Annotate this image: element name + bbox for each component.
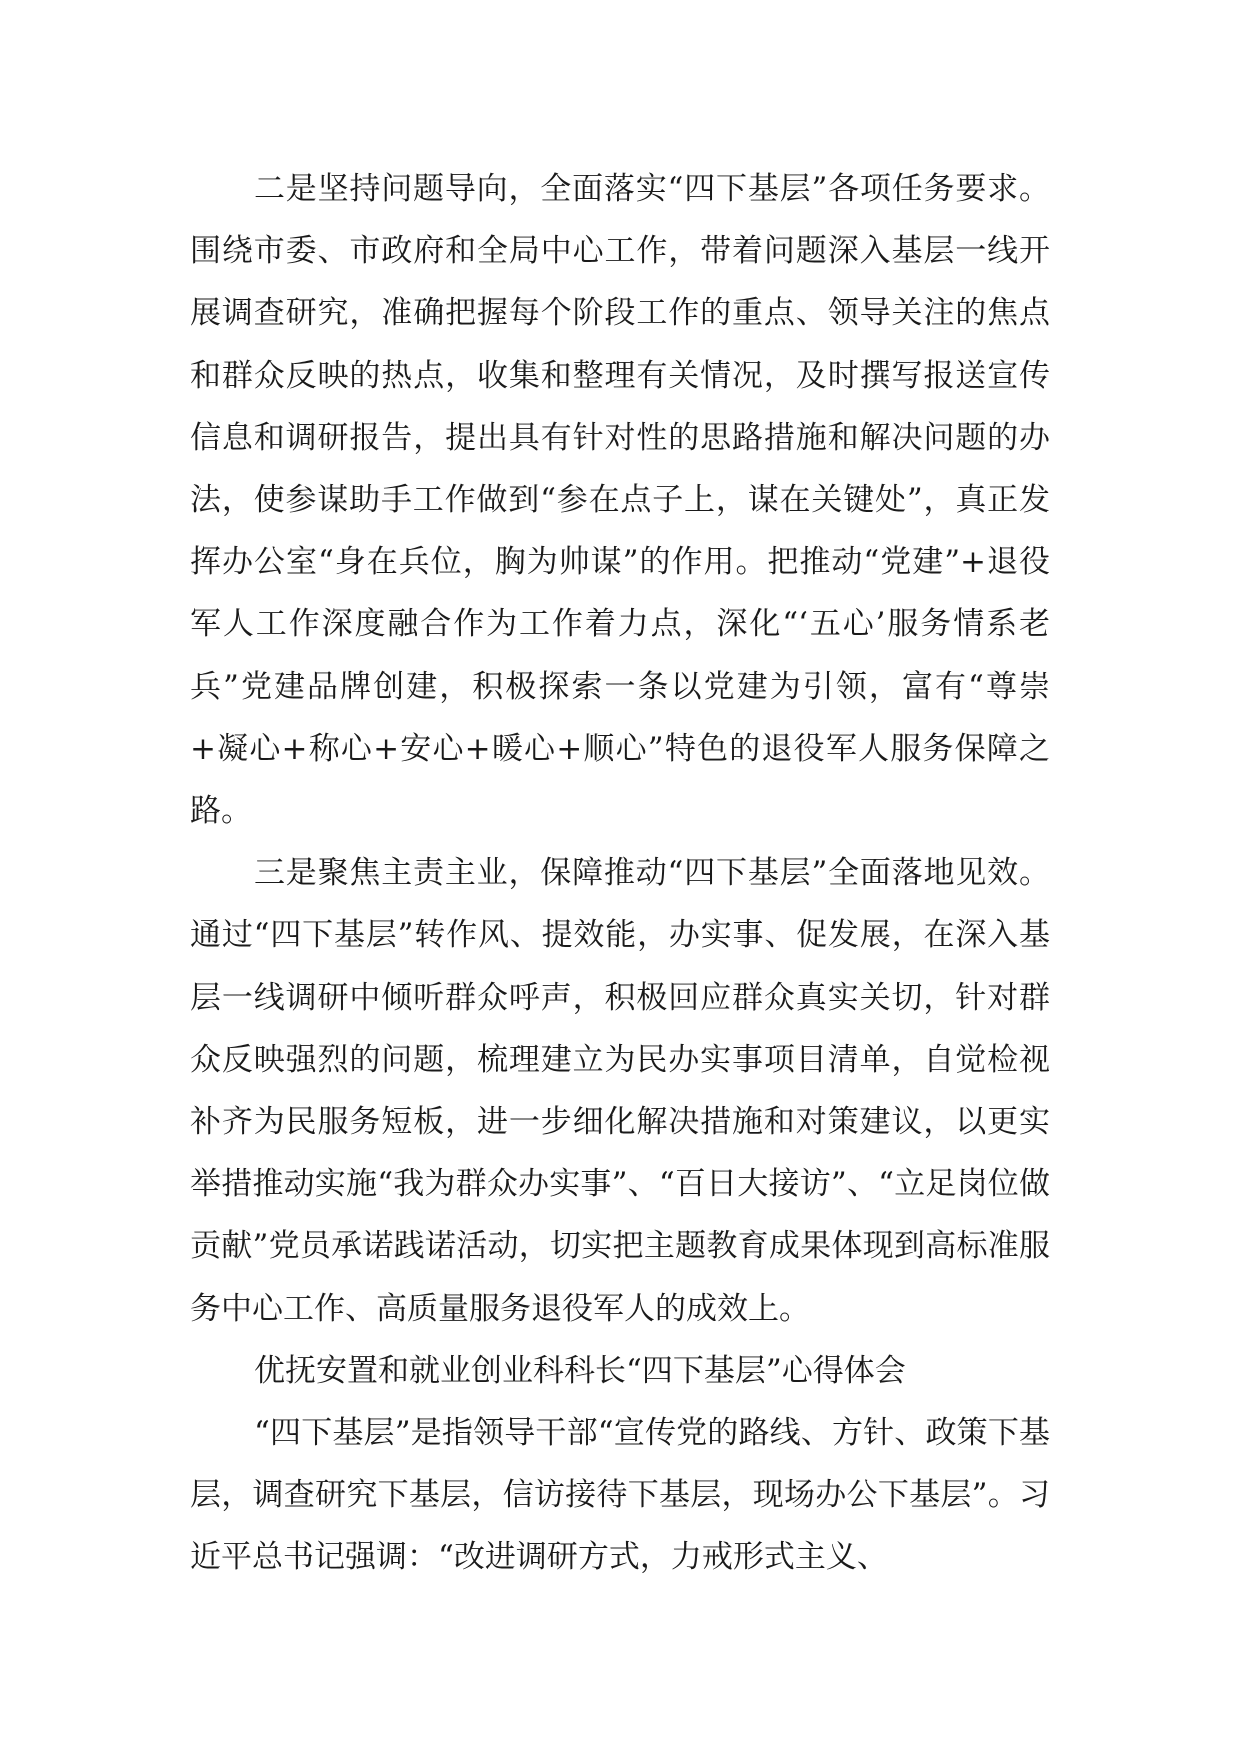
section-title: 优抚安置和就业创业科科长“四下基层”心得体会 — [254, 1352, 906, 1389]
paragraph-problem-oriented: 二是坚持问题导向，全面落实“四下基层”各项任务要求。围绕市委、市政府和全局中心工作，带着问题深入基层一线开展调查研究，准确把握每个阶段工作的重点、领导关注的焦点和群众反映的热点，收集和整理有关情况，及时撰写报送宣传信息和调研报告，提出具有针对性的思路措施和解决问题的办法，使参谋助手工作做到“参在点子上，谋在关键处”，真正发挥办公室“身在兵位，胸为帅谋”的作用。把推动“党建”+退役军人工作深度融合作为工作着力点，深化“‘五心’服务情系老兵”党建品牌创建，积极探索一条以党建为引领，富有“尊崇+凝心+称心+安心+暖心+顺心”特色的退役军人服务保障之路。 — [190, 171, 1050, 830]
document-body — [190, 158, 1050, 1589]
paragraph-main-responsibility: 三是聚焦主责主业，保障推动“四下基层”全面落地见效。通过“四下基层”转作风、提效能，办实事、促发展，在深入基层一线调研中倾听群众呼声，积极回应群众真实关切，针对群众反映强烈的问题，梳理建立为民办实事项目清单，自觉检视补齐为民服务短板，进一步细化解决措施和对策建议，以更实举措推动实施“我为群众办实事”、“百日大接访”、“立足岗位做贡献”党员承诺践诺活动，切实把主题教育成果体现到高标准服务中心工作、高质量服务退役军人的成效上。 — [190, 855, 1050, 1327]
paragraph-four-down-definition: “四下基层”是指领导干部“宣传党的路线、方针、政策下基层，调查研究下基层，信访接待下基层，现场办公下基层”。习近平总书记强调：“改进调研方式，力戒形式主义、 — [190, 1415, 1050, 1576]
